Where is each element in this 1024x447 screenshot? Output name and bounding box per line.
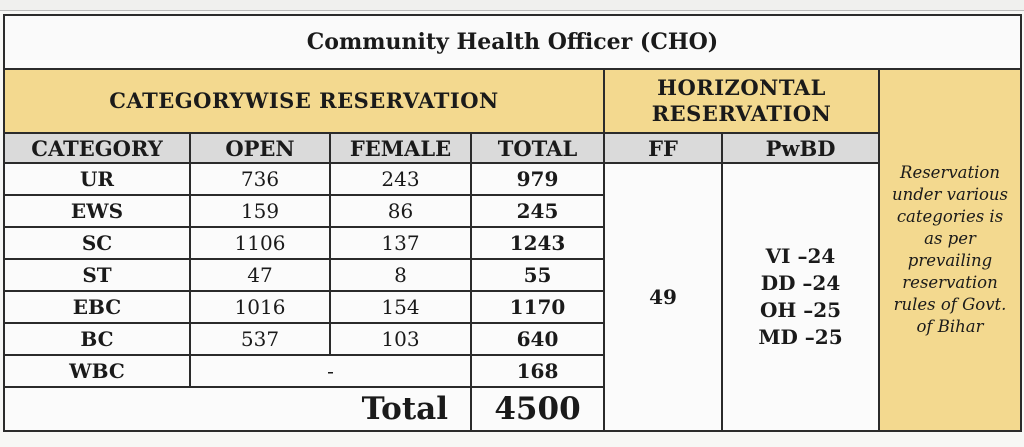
female-cell: 86 [330, 195, 471, 227]
categorywise-reservation-header: CATEGORYWISE RESERVATION [4, 69, 604, 133]
category-cell: WBC [4, 355, 190, 387]
total-cell: 1170 [471, 291, 604, 323]
total-cell: 168 [471, 355, 604, 387]
open-cell: 47 [190, 259, 330, 291]
female-cell: 137 [330, 227, 471, 259]
category-cell: SC [4, 227, 190, 259]
category-cell: BC [4, 323, 190, 355]
total-cell: 979 [471, 163, 604, 195]
category-cell: ST [4, 259, 190, 291]
category-cell: EBC [4, 291, 190, 323]
table-title: Community Health Officer (CHO) [4, 15, 1021, 69]
pwbd-md: MD –25 [758, 325, 843, 349]
total-cell: 1243 [471, 227, 604, 259]
cropped-text-strip [0, 0, 1024, 11]
female-cell: 243 [330, 163, 471, 195]
open-cell: 736 [190, 163, 330, 195]
total-cell: 55 [471, 259, 604, 291]
pwbd-values [722, 163, 879, 431]
column-header-total: TOTAL [471, 133, 604, 163]
category-cell: UR [4, 163, 190, 195]
open-cell: 537 [190, 323, 330, 355]
horizontal-reservation-header: HORIZONTAL RESERVATION [604, 69, 879, 133]
open-female-cell: - [190, 355, 471, 387]
column-header-pwbd: PwBD [722, 133, 879, 163]
ff-value: 49 [604, 163, 722, 431]
open-cell: 1106 [190, 227, 330, 259]
female-cell: 8 [330, 259, 471, 291]
pwbd-vi: VI –24 [765, 244, 836, 268]
total-cell: 245 [471, 195, 604, 227]
open-cell: 159 [190, 195, 330, 227]
grand-total-label: Total [4, 387, 471, 431]
table-row [4, 163, 1021, 195]
category-cell: EWS [4, 195, 190, 227]
reservation-note: Reservation under various categories is as per prevailing reservation rules of Govt. of Bihar [879, 69, 1021, 431]
female-cell: 154 [330, 291, 471, 323]
column-header-female: FEMALE [330, 133, 471, 163]
column-header-category: CATEGORY [4, 133, 190, 163]
female-cell: 103 [330, 323, 471, 355]
total-cell: 640 [471, 323, 604, 355]
column-header-ff: FF [604, 133, 722, 163]
pwbd-dd: DD –24 [760, 271, 841, 295]
reservation-table [3, 14, 1022, 432]
column-header-open: OPEN [190, 133, 330, 163]
pwbd-oh: OH –25 [759, 298, 842, 322]
open-cell: 1016 [190, 291, 330, 323]
grand-total-value: 4500 [471, 387, 604, 431]
